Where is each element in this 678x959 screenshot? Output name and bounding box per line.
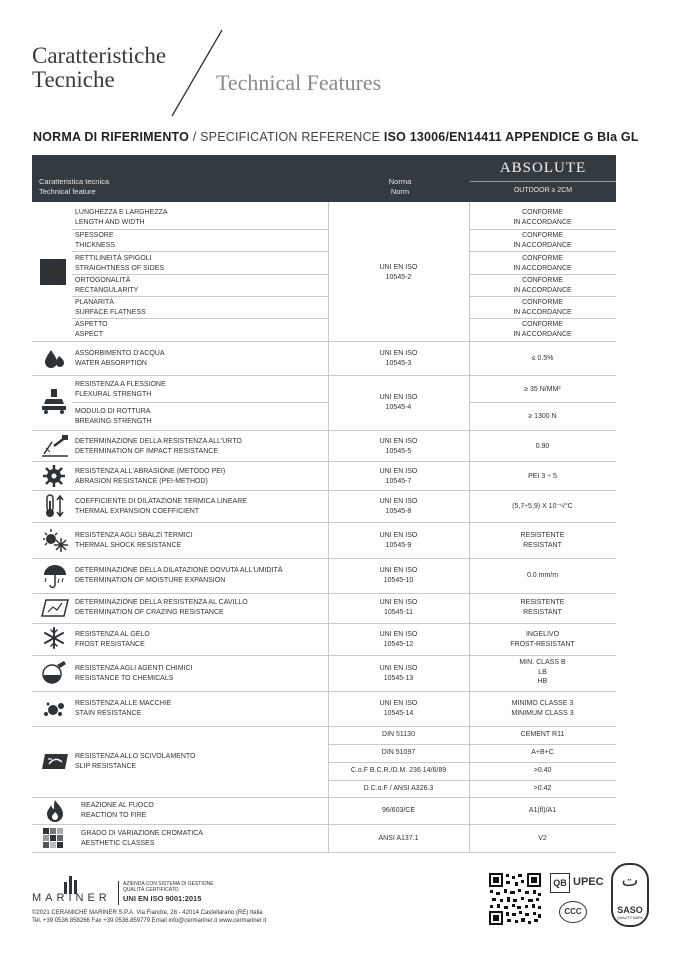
- feature-moisture-it: DETERMINAZIONE DELLA DILATAZIONE DOVUTA ALL'UMIDITÀ: [75, 567, 283, 574]
- feature-straightness-it: RETTILINEITÀ SPIGOLI: [75, 255, 152, 262]
- norm-10545-8: [328, 497, 469, 516]
- qr-code[interactable]: [488, 872, 542, 926]
- row-divider: [32, 691, 616, 692]
- feature-thermal-shock-en: THERMAL SHOCK RESISTANCE: [75, 541, 182, 549]
- norm-10545-14: [328, 699, 469, 718]
- norm-10545-7-b: 10545-7: [385, 477, 412, 485]
- value-thickness-1: CONFORME: [522, 232, 563, 239]
- spec-sep: /: [189, 130, 201, 144]
- stain-splash-icon: [42, 698, 68, 720]
- value-flatness: [469, 298, 616, 317]
- norm-10545-10-a: UNI EN ISO: [379, 567, 418, 574]
- row-divider: [469, 318, 616, 319]
- row-divider: [32, 375, 616, 376]
- norm-10545-9-b: 10545-9: [385, 541, 412, 549]
- row-divider: [32, 623, 616, 624]
- crazing-tile-icon: [40, 597, 70, 619]
- norm-cof-bcr: C.o.F B.C.R./D.M. 236 14/6/89: [350, 767, 447, 774]
- feature-abrasion: [75, 467, 225, 486]
- row-divider: [32, 341, 616, 342]
- row-divider: [32, 726, 616, 727]
- title-line-1: Caratteristiche: [32, 43, 167, 68]
- norm-10545-3-b: 10545-3: [385, 359, 412, 367]
- feature-flexural-en: FLEXURAL STRENGTH: [75, 390, 152, 398]
- value-thermal-shock: [469, 531, 616, 550]
- norm-10545-7: [328, 467, 469, 486]
- value-frost-2: FROST-RESISTANT: [510, 640, 575, 648]
- feature-aspect-en: ASPECT: [75, 330, 104, 338]
- value-crazing-2: RESISTANT: [523, 608, 562, 616]
- value-thermal-shock-1: RESISTENTE: [520, 532, 565, 539]
- feature-thermal-expansion-en: THERMAL EXPANSION COEFFICIENT: [75, 507, 200, 515]
- value-fire: A1(fl)/A1: [528, 807, 557, 814]
- row-divider: [328, 744, 616, 745]
- spec-iso: ISO 13006/EN14411 APPENDICE G BIa GL: [383, 130, 639, 144]
- feature-flexural: [75, 380, 166, 399]
- feature-frost: [75, 630, 150, 649]
- value-stain: [469, 699, 616, 718]
- norm-10545-2-b: 10545-2: [385, 273, 412, 281]
- feature-abrasion-en: ABRASION RESISTANCE (PEI-METHOD): [75, 477, 208, 485]
- feature-thermal-shock: [75, 531, 193, 550]
- row-divider: [32, 797, 616, 798]
- value-rectangularity: [469, 276, 616, 295]
- norm-10545-13-b: 10545-13: [383, 674, 414, 682]
- title-english: Technical Features: [216, 70, 382, 95]
- feature-impact-en: DETERMINATION OF IMPACT RESISTANCE: [75, 447, 218, 455]
- water-drop-icon: [42, 348, 66, 370]
- norm-10545-13: [328, 664, 469, 683]
- qb-certification-logo: QB: [550, 873, 570, 893]
- flexural-press-icon: [40, 388, 68, 414]
- value-chemicals-1: MIN. CLASS B: [519, 659, 566, 666]
- norm-10545-12-a: UNI EN ISO: [379, 631, 418, 638]
- feature-water-absorption-en: WATER ABSORPTION: [75, 359, 147, 367]
- value-stain-2: MINIMUM CLASS 3: [511, 709, 574, 717]
- row-divider: [72, 296, 328, 297]
- feature-moisture: [75, 566, 283, 585]
- feature-length-width: [75, 208, 168, 227]
- feature-water-absorption-it: ASSORBIMENTO D'ACQUA: [75, 350, 165, 357]
- value-crazing-1: RESISTENTE: [520, 599, 565, 606]
- value-flatness-1: CONFORME: [522, 299, 563, 306]
- norm-10545-11-a: UNI EN ISO: [379, 599, 418, 606]
- row-divider: [469, 274, 616, 275]
- value-moisture: 0.0 mm/m: [526, 572, 559, 579]
- norm-10545-8-a: UNI EN ISO: [379, 498, 418, 505]
- value-frost: [469, 630, 616, 649]
- value-aspect-2: IN ACCORDANCE: [513, 330, 572, 338]
- header-feature-it: Caratteristica tecnica: [39, 177, 110, 186]
- value-abrasion: PEI 3 ÷ 5: [528, 473, 557, 480]
- mariner-logo: [32, 872, 122, 911]
- footer-cert-iso: UNI EN ISO 9001:2015: [123, 894, 202, 903]
- fire-flame-icon: [44, 799, 66, 823]
- header-feature: [39, 177, 109, 196]
- value-water-absorption: ≤ 0.5%: [531, 355, 554, 362]
- norm-10545-14-b: 10545-14: [383, 709, 414, 717]
- row-divider: [72, 229, 328, 230]
- norm-10545-4: [328, 393, 469, 412]
- feature-aesthetic: [81, 829, 203, 848]
- header-norm: [330, 177, 470, 196]
- feature-crazing-it: DETERMINAZIONE DELLA RESISTENZA AL CAVILLO: [75, 599, 248, 606]
- feature-flatness-it: PLANARITÀ: [75, 299, 114, 306]
- value-din-51097: A+B+C: [531, 749, 554, 756]
- norm-10545-9-a: UNI EN ISO: [379, 532, 418, 539]
- header-norm-en: Norm: [390, 186, 410, 196]
- norm-10545-11: [328, 598, 469, 617]
- title-line-2: Tecniche: [32, 67, 115, 92]
- norm-10545-5-a: UNI EN ISO: [379, 438, 418, 445]
- value-breaking: ≥ 1300 N: [528, 413, 557, 420]
- value-chemicals: [469, 658, 616, 687]
- feature-impact: [75, 437, 242, 456]
- value-thermal-expansion: (5,7÷5,9) X 10⁻⁶/°C: [512, 503, 573, 510]
- value-impact: 0.90: [535, 443, 550, 450]
- value-crazing: [469, 598, 616, 617]
- feature-aspect: [75, 320, 108, 339]
- value-thermal-shock-2: RESISTANT: [523, 541, 562, 549]
- row-divider: [32, 522, 616, 523]
- feature-rectangularity-en: RECTANGULARITY: [75, 286, 139, 294]
- ccc-certification-logo: CCC: [559, 901, 587, 923]
- feature-slip-en: SLIP RESISTANCE: [75, 762, 137, 770]
- row-divider: [469, 251, 616, 252]
- saso-label: SASO: [617, 905, 643, 915]
- snowflake-icon: [42, 626, 66, 650]
- feature-chemicals-en: RESISTANCE TO CHEMICALS: [75, 674, 174, 682]
- feature-breaking: [75, 407, 152, 426]
- feature-frost-en: FROST RESISTANCE: [75, 640, 145, 648]
- feature-thermal-shock-it: RESISTENZA AGLI SBALZI TERMICI: [75, 532, 193, 539]
- feature-breaking-en: BREAKING STRENGTH: [75, 417, 152, 425]
- norm-10545-4-a: UNI EN ISO: [379, 394, 418, 401]
- header-brand-divider: [470, 181, 616, 182]
- saso-quality-label: QUALITY MARK: [617, 916, 643, 920]
- norm-96-603-ce: 96/603/CE: [381, 807, 416, 814]
- feature-aspect-it: ASPETTO: [75, 321, 108, 328]
- value-aspect-1: CONFORME: [522, 321, 563, 328]
- feature-chemicals-it: RESISTENZA AGLI AGENTI CHIMICI: [75, 665, 193, 672]
- feature-slip: [75, 752, 195, 771]
- feature-length-width-en: LENGTH AND WIDTH: [75, 218, 145, 226]
- feature-aesthetic-it: GRADO DI VARIAZIONE CROMATICA: [81, 830, 203, 837]
- row-divider: [469, 402, 616, 403]
- norm-10545-8-b: 10545-8: [385, 507, 412, 515]
- value-rectangularity-2: IN ACCORDANCE: [513, 286, 572, 294]
- feature-abrasion-it: RESISTENZA ALL'ABRASIONE (METODO PEI): [75, 468, 226, 475]
- norm-10545-7-a: UNI EN ISO: [379, 468, 418, 475]
- feature-rectangularity: [75, 276, 138, 295]
- norm-10545-10-b: 10545-10: [383, 576, 414, 584]
- umbrella-icon: [42, 563, 68, 589]
- feature-frost-it: RESISTENZA AL GELO: [75, 631, 150, 638]
- header-brand: ABSOLUTE: [499, 160, 587, 176]
- row-divider: [32, 490, 616, 491]
- feature-thickness-en: THICKNESS: [75, 241, 116, 249]
- row-divider: [328, 762, 616, 763]
- norm-10545-14-a: UNI EN ISO: [379, 700, 418, 707]
- feature-thermal-expansion-it: COEFFICIENTE DI DILATAZIONE TERMICA LINEARE: [75, 498, 247, 505]
- norm-din-51097: DIN 51097: [381, 749, 416, 756]
- mariner-wordmark: MARINER: [32, 892, 111, 904]
- value-cof-bcr: >0.40: [533, 767, 552, 774]
- value-stain-1: MINIMO CLASSE 3: [511, 700, 574, 707]
- norm-10545-13-a: UNI EN ISO: [379, 665, 418, 672]
- value-thickness: [469, 231, 616, 250]
- value-din-51130: CEMENT R11: [520, 731, 565, 738]
- thermometer-icon: [42, 493, 68, 519]
- feature-crazing-en: DETERMINATION OF CRAZING RESISTANCE: [75, 608, 224, 616]
- tile-square-icon: [40, 259, 66, 285]
- row-divider: [72, 251, 328, 252]
- row-divider: [469, 229, 616, 230]
- norm-10545-3: [328, 349, 469, 368]
- feature-fire: [81, 801, 154, 820]
- title-italian: [32, 44, 166, 92]
- chemical-flask-icon: [40, 660, 68, 686]
- norm-10545-12: [328, 630, 469, 649]
- spec-specref: SPECIFICATION REFERENCE: [200, 130, 384, 144]
- feature-aesthetic-en: AESTHETIC CLASSES: [81, 839, 155, 847]
- feature-impact-it: DETERMINAZIONE DELLA RESISTENZA ALL'URTO: [75, 438, 242, 445]
- value-straightness-1: CONFORME: [522, 255, 563, 262]
- feature-crazing: [75, 598, 248, 617]
- row-divider: [32, 461, 616, 462]
- header-outdoor: OUTDOOR ≥ 2CM: [513, 187, 573, 194]
- feature-fire-it: REAZIONE AL FUOCO: [81, 802, 154, 809]
- norm-10545-12-b: 10545-12: [383, 640, 414, 648]
- row-divider: [32, 593, 616, 594]
- row-divider: [328, 780, 616, 781]
- norm-10545-2: [328, 263, 469, 282]
- value-rectangularity-1: CONFORME: [522, 277, 563, 284]
- value-straightness-2: IN ACCORDANCE: [513, 264, 572, 272]
- feature-thickness: [75, 231, 115, 250]
- feature-stain: [75, 699, 171, 718]
- feature-straightness-en: STRAIGHTNESS OF SIDES: [75, 264, 165, 272]
- norm-10545-9: [328, 531, 469, 550]
- feature-water-absorption: [75, 349, 165, 368]
- feature-rectangularity-it: ORTOGONALITÀ: [75, 277, 131, 284]
- impact-hammer-icon: [40, 434, 70, 458]
- norm-10545-3-a: UNI EN ISO: [379, 350, 418, 357]
- norm-10545-2-a: UNI EN ISO: [379, 264, 418, 271]
- norm-10545-4-b: 10545-4: [385, 403, 412, 411]
- upec-certification-logo: UPEC: [573, 876, 604, 888]
- footer-divider: [118, 881, 119, 905]
- value-thickness-2: IN ACCORDANCE: [513, 241, 572, 249]
- row-divider: [32, 558, 616, 559]
- row-divider: [72, 318, 328, 319]
- feature-chemicals: [75, 664, 192, 683]
- value-length-width-1: CONFORME: [522, 209, 563, 216]
- feature-straightness: [75, 254, 164, 273]
- norm-din-51130: DIN 51130: [382, 731, 415, 738]
- row-divider: [72, 274, 328, 275]
- row-divider: [32, 655, 616, 656]
- norm-ansi-a137: ANSI A137.1: [378, 835, 419, 842]
- value-aspect: [469, 320, 616, 339]
- value-length-width: [469, 208, 616, 227]
- norm-10545-11-b: 10545-11: [383, 608, 414, 616]
- value-flatness-2: IN ACCORDANCE: [513, 308, 572, 316]
- table-header: [32, 155, 616, 202]
- norm-10545-10: [328, 566, 469, 585]
- feature-fire-en: REACTION TO FIRE: [81, 811, 147, 819]
- value-chemicals-3: HB: [537, 678, 548, 685]
- specification-reference: [33, 130, 639, 144]
- saso-quality-mark: [611, 863, 649, 927]
- footer-copyright: ©2021 CERAMICHE MARINER S.P.A. Via Fiandre, 28 - 42014 Castellarano (RE) Italia: [32, 910, 263, 916]
- feature-flexural-it: RESISTENZA A FLESSIONE: [75, 381, 166, 388]
- norm-10545-5-b: 10545-5: [385, 447, 412, 455]
- value-chemicals-2: LB: [538, 668, 547, 676]
- value-frost-1: INGELIVO: [525, 631, 560, 638]
- features-table: [32, 202, 616, 852]
- feature-thickness-it: SPESSORE: [75, 232, 114, 239]
- feature-breaking-it: MODULO DI ROTTURA: [75, 408, 151, 415]
- feature-moisture-en: DETERMINATION OF MOISTURE EXPANSION: [75, 576, 226, 584]
- feature-stain-it: RESISTENZA ALLE MACCHIE: [75, 700, 172, 707]
- abrasion-gear-icon: [42, 464, 66, 488]
- header-feature-en: Technical feature: [39, 186, 96, 196]
- value-straightness: [469, 254, 616, 273]
- footer-cert-line-1: AZIENDA CON SISTEMA DI GESTIONE: [123, 881, 214, 887]
- header-norm-it: Norma: [388, 177, 412, 186]
- feature-flatness: [75, 298, 146, 317]
- row-divider: [32, 430, 616, 431]
- norm-10545-5: [328, 437, 469, 456]
- feature-length-width-it: LUNGHEZZA E LARGHEZZA: [75, 209, 168, 216]
- feature-flatness-en: SURFACE FLATNESS: [75, 308, 146, 316]
- footer-cert-line-2: QUALITÀ CERTIFICATO: [123, 887, 179, 893]
- row-divider: [72, 402, 328, 403]
- norm-dcof-ansi: D.C.o.F / ANSI A326.3: [363, 785, 434, 792]
- saso-emblem-icon: ت: [621, 870, 639, 890]
- color-grid-icon: [43, 828, 65, 848]
- thermal-shock-icon: [42, 528, 68, 554]
- row-divider: [32, 852, 616, 853]
- value-length-width-2: IN ACCORDANCE: [513, 218, 572, 226]
- feature-thermal-expansion: [75, 497, 247, 516]
- footer-contacts: Tel. +39 0536.858266 Fax +39 0536.859779 Email info@cermariner.it www.cermariner.it: [32, 918, 267, 924]
- value-aesthetic: V2: [538, 835, 547, 842]
- feature-stain-en: STAIN RESISTANCE: [75, 709, 142, 717]
- spec-norma: NORMA DI RIFERIMENTO: [33, 130, 190, 144]
- value-dcof-ansi: >0.42: [533, 785, 552, 792]
- slip-surface-icon: [40, 751, 70, 773]
- value-flexural: ≥ 35 N/MM²: [524, 386, 561, 393]
- feature-slip-it: RESISTENZA ALLO SCIVOLAMENTO: [75, 753, 196, 760]
- row-divider: [469, 296, 616, 297]
- row-divider: [32, 824, 616, 825]
